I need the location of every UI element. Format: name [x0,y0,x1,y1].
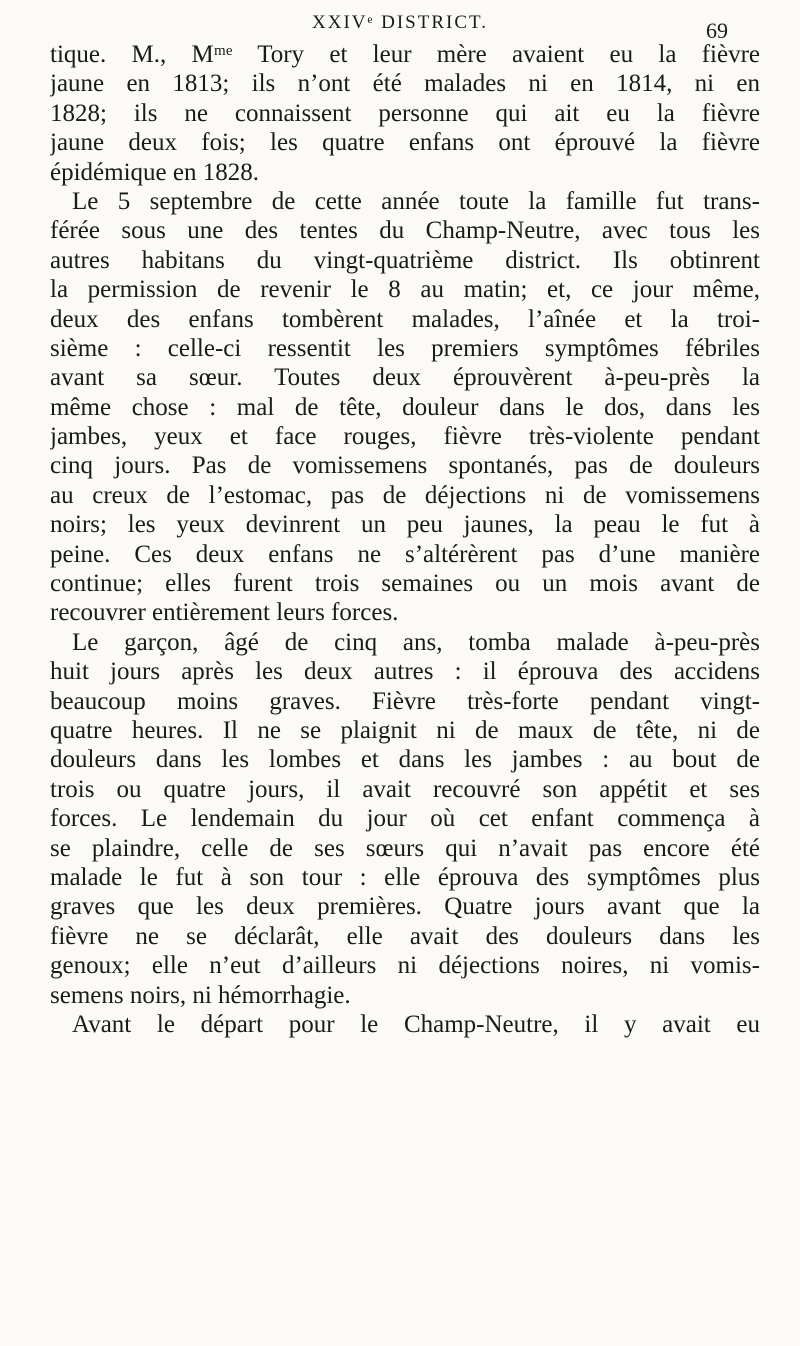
text-line: trois ou quatre jours, il avait recouvré son appétit et ses [50,775,760,803]
text-line: Le 5 septembre de cette année toute la famille fut trans- [72,187,760,215]
text-line: peine. Ces deux enfans ne s’altérèrent pas d’une manière [50,540,760,568]
running-title: XXIVᵉ DISTRICT. [312,12,488,33]
text-line: même chose : mal de tête, douleur dans le dos, dans les [50,393,760,421]
text-line: épidémique en 1828. [50,158,259,186]
text-line: noirs; les yeux devinrent un peu jaunes, la peau le fut à [50,511,760,539]
text-line: graves que les deux premières. Quatre jours avant que la [50,893,760,921]
text-line: beaucoup moins graves. Fièvre très-forte pendant vingt- [50,687,760,715]
text-line: genoux; elle n’eut d’ailleurs ni déjections noires, ni vomis- [50,952,760,980]
text-line: Le garçon, âgé de cinq ans, tomba malade à-peu-près [72,628,760,656]
text-line: recouvrer entièrement leurs forces. [50,599,399,627]
running-head [0,8,800,43]
text-line: avant sa sœur. Toutes deux éprouvèrent à-peu-près la [50,364,760,392]
text-line: malade le fut à son tour : elle éprouva des symptômes plus [50,863,760,891]
body-text [50,40,760,1039]
text-line: la permission de revenir le 8 au matin; et, ce jour même, [50,276,760,304]
text-line: douleurs dans les lombes et dans les jambes : au bout de [50,746,760,774]
text-line: au creux de l’estomac, pas de déjections ni de vomissemens [50,481,760,509]
text-line: tique. M., Mᵐᵉ Tory et leur mère avaient eu la fièvre [50,41,760,68]
text-line: jaune deux fois; les quatre enfans ont éprouvé la fièvre [50,129,760,157]
text-line: quatre heures. Il ne se plaignit ni de maux de tête, ni de [50,716,760,744]
text-line: jaune en 1813; ils n’ont été malades ni en 1814, ni en [50,70,760,98]
text-line: autres habitans du vingt-quatrième district. Ils obtinrent [50,246,760,274]
text-line: fièvre ne se déclarât, elle avait des douleurs dans les [50,922,760,950]
text-line: semens noirs, ni hémorrhagie. [50,981,351,1009]
text-line: Avant le départ pour le Champ-Neutre, il y avait eu [72,1010,760,1038]
text-line: huit jours après les deux autres : il éprouva des accidens [50,658,760,686]
text-line: 1828; ils ne connaissent personne qui ait eu la fièvre [50,99,760,127]
text-line: cinq jours. Pas de vomissemens spontanés, pas de douleurs [50,452,760,480]
text-line: se plaindre, celle de ses sœurs qui n’avait pas encore été [50,834,760,862]
page-number: 69 [706,18,728,43]
text-line: deux des enfans tombèrent malades, l’aînée et la troi- [50,305,760,333]
text-line: férée sous une des tentes du Champ-Neutre, avec tous les [50,217,760,245]
text-line: continue; elles furent trois semaines ou un mois avant de [50,570,760,598]
text-line: jambes, yeux et face rouges, fièvre très-violente pendant [50,423,760,451]
text-line: sième : celle-ci ressentit les premiers symptômes fébriles [50,334,760,362]
text-line: forces. Le lendemain du jour où cet enfant commença à [50,805,760,833]
